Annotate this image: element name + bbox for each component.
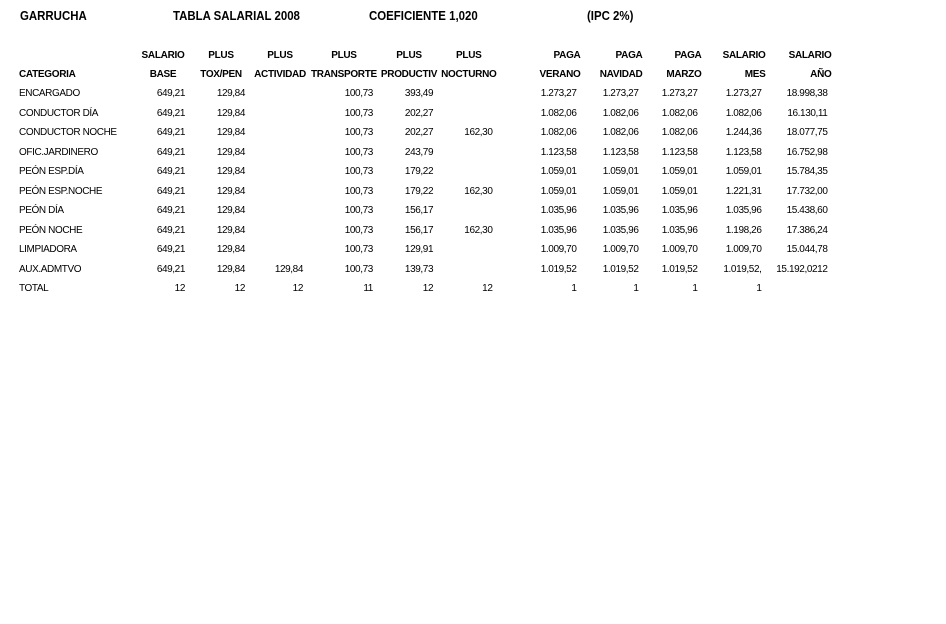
table-row: [17, 240, 833, 260]
column-header: NOCTURNO: [441, 69, 497, 80]
value-cell: 1.019,52,: [723, 263, 762, 275]
value-cell: 100,73: [344, 244, 373, 256]
table-row: [17, 260, 833, 280]
value-cell: 12: [292, 283, 303, 295]
table-row: [17, 279, 833, 299]
value-cell: 179,22: [404, 166, 434, 178]
category-cell: TOTAL: [19, 283, 49, 295]
value-cell: 649,21: [156, 88, 185, 100]
value-cell: [767, 279, 833, 299]
table-row: [17, 143, 833, 163]
value-cell: 15.784,35: [786, 166, 828, 178]
value-cell: 100,73: [344, 185, 373, 197]
value-cell: 162,30: [464, 224, 493, 236]
value-cell: 1.035,96: [540, 205, 577, 217]
value-cell: 1.082,06: [725, 107, 762, 119]
value-cell: 129,84: [216, 88, 245, 100]
column-header: SALARIO: [722, 50, 766, 61]
value-cell: [251, 221, 309, 241]
salary-table: [17, 46, 833, 299]
value-cell: 17.732,00: [786, 185, 828, 197]
table-row: [17, 182, 833, 202]
value-cell: 100,73: [344, 205, 373, 217]
value-cell: 156,17: [404, 224, 434, 236]
column-header: ACTIVIDAD: [254, 69, 306, 80]
value-cell: 129,84: [216, 244, 245, 256]
value-cell: 1.035,96: [661, 224, 698, 236]
value-cell: 1.059,01: [725, 166, 762, 178]
value-cell: 202,27: [404, 127, 434, 139]
value-cell: 12: [174, 283, 185, 295]
value-cell: [439, 201, 498, 221]
value-cell: 1.059,01: [602, 166, 639, 178]
value-cell: 1.035,96: [602, 224, 639, 236]
value-cell: [251, 84, 309, 104]
value-cell: [251, 143, 309, 163]
value-cell: 1.082,06: [661, 127, 698, 139]
value-cell: [439, 260, 498, 280]
column-header: CATEGORIA: [19, 69, 76, 80]
column-header: [17, 46, 135, 65]
column-header: PLUS: [208, 50, 234, 61]
table-header: [17, 46, 833, 84]
value-cell: [251, 123, 309, 143]
value-cell: 179,22: [404, 185, 434, 197]
value-cell: 649,21: [156, 146, 185, 158]
value-cell: 1: [633, 283, 639, 295]
category-cell: OFIC.JARDINERO: [19, 146, 98, 158]
table-row: [17, 84, 833, 104]
value-cell: 1.019,52: [661, 263, 698, 275]
value-cell: 1.009,70: [725, 244, 762, 256]
column-header: AÑO: [810, 69, 832, 80]
column-header: VERANO: [539, 69, 581, 80]
value-cell: 1.009,70: [540, 244, 577, 256]
value-cell: 1: [571, 283, 577, 295]
value-cell: 17.386,24: [786, 224, 828, 236]
column-header: TOX/PEN: [200, 69, 242, 80]
value-cell: 11: [363, 283, 373, 295]
value-cell: 1.059,01: [602, 185, 639, 197]
value-cell: 162,30: [464, 127, 493, 139]
column-header: BASE: [149, 69, 177, 80]
value-cell: 156,17: [404, 205, 434, 217]
value-cell: 1.035,96: [725, 205, 762, 217]
value-cell: 1.059,01: [661, 185, 698, 197]
value-cell: 129,84: [216, 127, 245, 139]
column-header: MES: [744, 69, 766, 80]
value-cell: 243,79: [404, 146, 434, 158]
table-body: [17, 84, 833, 299]
category-cell: PEÓN ESP.NOCHE: [19, 185, 103, 197]
value-cell: 1.009,70: [602, 244, 639, 256]
column-header: PAGA: [553, 50, 581, 61]
column-header: PLUS: [456, 50, 482, 61]
value-cell: 393,49: [404, 88, 434, 100]
column-header: PAGA: [674, 50, 702, 61]
value-cell: 1.009,70: [661, 244, 698, 256]
value-cell: [251, 104, 309, 124]
category-cell: ENCARGADO: [19, 88, 80, 100]
table-row: [17, 201, 833, 221]
value-cell: 1.082,06: [661, 107, 698, 119]
value-cell: 1.082,06: [540, 127, 577, 139]
value-cell: 129,84: [274, 263, 303, 275]
value-cell: 162,30: [464, 185, 493, 197]
value-cell: 129,84: [216, 185, 245, 197]
value-cell: [251, 201, 309, 221]
value-cell: 649,21: [156, 205, 185, 217]
column-header: PLUS: [267, 50, 293, 61]
value-cell: 129,84: [216, 166, 245, 178]
value-cell: [439, 143, 498, 163]
category-cell: LIMPIADORA: [19, 244, 77, 256]
value-cell: 129,91: [404, 244, 434, 256]
value-cell: 129,84: [216, 146, 245, 158]
value-cell: 129,84: [216, 107, 245, 119]
value-cell: 1.244,36: [725, 127, 762, 139]
column-header: TRANSPORTE: [311, 69, 377, 80]
value-cell: 12: [234, 283, 245, 295]
value-cell: 139,73: [404, 263, 434, 275]
table-row: [17, 162, 833, 182]
column-header: PRODUCTIV: [380, 69, 438, 80]
category-cell: PEÓN NOCHE: [19, 224, 83, 236]
value-cell: 1.059,01: [540, 185, 577, 197]
value-cell: 1.019,52: [540, 263, 577, 275]
value-cell: [439, 84, 498, 104]
value-cell: 1.082,06: [602, 127, 639, 139]
value-cell: 1.035,96: [602, 205, 639, 217]
value-cell: 1.059,01: [540, 166, 577, 178]
column-header: SALARIO: [788, 50, 832, 61]
coefficient-label: COEFICIENTE 1,020: [369, 8, 478, 23]
value-cell: [251, 240, 309, 260]
value-cell: 100,73: [344, 224, 373, 236]
column-header: PLUS: [331, 50, 357, 61]
value-cell: 649,21: [156, 263, 185, 275]
column-header: NAVIDAD: [599, 69, 643, 80]
value-cell: 1.273,27: [540, 88, 577, 100]
value-cell: 129,84: [216, 205, 245, 217]
category-cell: CONDUCTOR NOCHE: [19, 127, 117, 139]
value-cell: 649,21: [156, 166, 185, 178]
value-cell: [251, 182, 309, 202]
value-cell: 100,73: [344, 127, 373, 139]
table-row: [17, 104, 833, 124]
value-cell: 129,84: [216, 224, 245, 236]
value-cell: [439, 104, 498, 124]
value-cell: 202,27: [404, 107, 434, 119]
value-cell: 1.221,31: [725, 185, 762, 197]
value-cell: 1.035,96: [540, 224, 577, 236]
value-cell: 1.123,58: [602, 146, 639, 158]
value-cell: 1.273,27: [725, 88, 762, 100]
value-cell: 16.130,11: [787, 107, 828, 119]
category-cell: AUX.ADMTVO: [19, 263, 82, 275]
value-cell: 100,73: [344, 263, 373, 275]
value-cell: 1: [692, 283, 698, 295]
value-cell: 649,21: [156, 244, 185, 256]
value-cell: 1.123,58: [725, 146, 762, 158]
column-header: MARZO: [666, 69, 702, 80]
value-cell: 1.059,01: [661, 166, 698, 178]
value-cell: 1.123,58: [540, 146, 577, 158]
town-title: GARRUCHA: [20, 8, 87, 23]
table-row: [17, 221, 833, 241]
value-cell: 18.077,75: [786, 127, 828, 139]
category-cell: PEÓN ESP.DÍA: [19, 166, 84, 178]
table-row: [17, 123, 833, 143]
header-row-top: [17, 46, 833, 65]
value-cell: [439, 240, 498, 260]
value-cell: 1.198,26: [725, 224, 762, 236]
ipc-label: (IPC 2%): [587, 8, 634, 23]
value-cell: [439, 162, 498, 182]
value-cell: 15.438,60: [786, 205, 828, 217]
value-cell: 100,73: [344, 107, 373, 119]
value-cell: 16.752,98: [786, 146, 828, 158]
value-cell: 12: [422, 283, 434, 295]
value-cell: 1.082,06: [540, 107, 577, 119]
value-cell: 1.035,96: [661, 205, 698, 217]
value-cell: 649,21: [156, 127, 185, 139]
value-cell: 100,73: [344, 166, 373, 178]
value-cell: 100,73: [344, 88, 373, 100]
value-cell: 15.044,78: [786, 244, 828, 256]
value-cell: [251, 162, 309, 182]
column-header: PAGA: [615, 50, 643, 61]
table-title: TABLA SALARIAL 2008: [173, 8, 300, 23]
value-cell: 18.998,38: [786, 88, 828, 100]
value-cell: 649,21: [156, 224, 185, 236]
value-cell: 1.123,58: [661, 146, 698, 158]
category-cell: PEÓN DÍA: [19, 205, 64, 217]
category-cell: CONDUCTOR DÍA: [19, 107, 99, 119]
value-cell: 1.273,27: [661, 88, 698, 100]
value-cell: 1.273,27: [602, 88, 639, 100]
value-cell: 1: [756, 283, 762, 295]
value-cell: 1.082,06: [602, 107, 639, 119]
value-cell: 15.192,0212: [776, 263, 828, 275]
value-cell: 100,73: [344, 146, 373, 158]
value-cell: 1.019,52: [602, 263, 639, 275]
value-cell: 129,84: [216, 263, 245, 275]
value-cell: 12: [482, 283, 493, 295]
value-cell: 649,21: [156, 107, 185, 119]
header-row-bottom: [17, 65, 833, 84]
value-cell: 649,21: [156, 185, 185, 197]
column-header: SALARIO: [141, 50, 185, 61]
column-header: PLUS: [396, 50, 422, 61]
